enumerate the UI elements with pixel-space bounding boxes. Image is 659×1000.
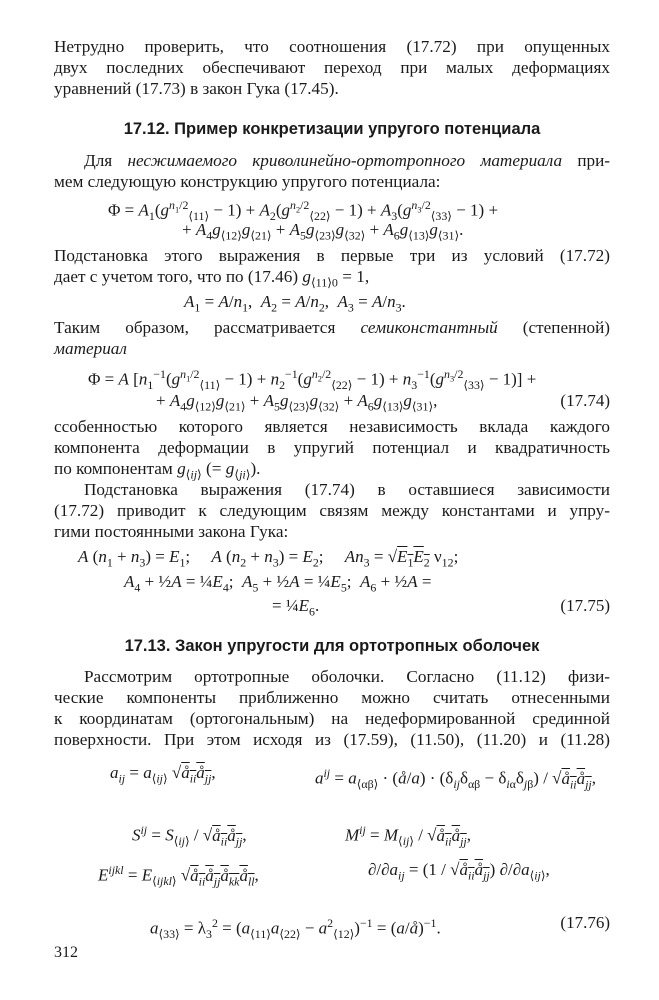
page-number: 312: [54, 944, 78, 961]
formula-17-76-d: $M^{ij} = M_{⟨ij⟩}$ / $√å_{ii}å_{jj}$,: [345, 823, 471, 849]
formula-17-74-line2: + $A_4g_{⟨12⟩}g_{⟨21⟩} + A_5g_{⟨23⟩}g_{⟨32⟩} + A_6g_{⟨13⟩}g_{⟨31⟩}$,: [156, 391, 438, 414]
text-line: (17.72) приводит к следующим связям между константами и упру-: [54, 501, 610, 520]
equation-number: (17.75): [560, 596, 610, 615]
formula-17-75-line1: A $(n_1 + n_3) = E_1$; A $(n_2 + n_3) = E_2$; $An_3 = √E_1E_2$ $\nu_{12}$;: [78, 547, 459, 570]
formula-constants: $A_1 = A/n_1$, $A_2 = A/n_2$, $A_3 = A/n_3$.: [184, 292, 406, 315]
text-line: по компонентам $g_{⟨ij⟩}$ (= $g_{⟨ji⟩}$).: [54, 459, 261, 482]
formula-potential-line2: + $A_4g_{⟨12⟩}g_{⟨21⟩} + A_5g_{⟨23⟩}g_{⟨32⟩} + A_6g_{⟨13⟩}g_{⟨31⟩}$.: [182, 220, 464, 243]
text-line: к координатам (ортогональным) на недеформированной срединной: [54, 709, 610, 728]
text-line: уравнений (17.73) в закон Гука (17.45).: [54, 79, 339, 98]
formula-17-76-e: $E^{ijkl} = E_{⟨ijkl⟩}$ $√å_{ii}å_{jj}å_{kk}å_{ll}$,: [98, 863, 259, 889]
text-line: материал: [54, 339, 127, 358]
section-heading: 17.12. Пример конкретизации упругого потенциала: [123, 120, 541, 138]
equation-number: (17.74): [560, 391, 610, 410]
equation-number: (17.76): [560, 913, 610, 932]
section-heading: 17.13. Закон упругости для ортотропных оболочек: [124, 637, 540, 655]
text-line: гими постоянными закона Гука:: [54, 522, 289, 541]
text-line: Подстановка выражения (17.74) в оставшиеся зависимости: [84, 480, 610, 499]
formula-17-76-a: $a_{ij} = a_{⟨ij⟩}$ $√å_{ii}å_{jj}$,: [110, 763, 216, 786]
text-line: компонента деформации в упругий потенциал и квадратичность: [54, 438, 610, 457]
text-line: Для несжимаемого криволинейно-ортотропного материала при-: [84, 151, 611, 170]
text-line: дает с учетом того, что по (17.46) $g_{⟨11⟩0} = 1$,: [54, 267, 370, 290]
formula-17-75-line2: $A_4$ + ½A = $\frac{1}{4}E_4$; $A_5$ + ½A = $\frac{1}{4}E_5$; $A_6$ + ½A =: [124, 572, 432, 595]
formula-17-76-b: $a^{ij} = a_{⟨\alpha\beta⟩}$ · (å/a) · $(\delta_{ij}\delta_{\alpha\beta} - \delta_{i\alpha}\delta_{j\beta})$ / $√å_{ii}å_{jj}$,: [315, 766, 596, 792]
formula-17-74-line1: Φ = A $[n_1^{-1}(g^{n_1/2}_{⟨11⟩} - 1) + n_2^{-1}(g^{n_2/2}_{⟨22⟩} - 1) + n_3^{-1}(g^{n_3/2}_{⟨33⟩} - 1)]$ +: [88, 367, 537, 393]
text-line: двух последних обеспечивают переход при малых деформациях: [54, 58, 610, 77]
formula-17-76-c: $S^{ij} = S_{⟨ij⟩}$ / $√å_{ii}å_{jj}$,: [132, 823, 247, 849]
formula-17-76-f: $\partial/\partial a_{ij} = (1$ / $√å_{ii}å_{jj}$) $\partial/\partial a_{⟨ij⟩}$,: [368, 860, 550, 883]
formula-17-75-line3: = $\frac{1}{4}E_6$.: [272, 596, 320, 619]
text-line: Подстановка этого выражения в первые три из условий (17.72): [54, 246, 610, 265]
text-line: мем следующую конструкцию упругого потенциала:: [54, 172, 441, 191]
text-line: Рассмотрим ортотропные оболочки. Согласно (11.12) физи-: [84, 667, 610, 686]
text-line: Нетрудно проверить, что соотношения (17.72) при опущенных: [54, 37, 610, 56]
text-line: поверхности. При этом исходя из (17.59), (11.50), (11.20) и (11.28): [54, 730, 610, 749]
text-line: Таким образом, рассматривается семиконстантный (степенной): [54, 318, 611, 337]
formula-17-76-g: $a_{⟨33⟩} = \lambda_3^2 = (a_{⟨11⟩}a_{⟨22⟩} - a^2_{⟨12⟩})^{-1}$ = (a/å)$^{-1}$.: [150, 916, 441, 942]
text-line: ссобенностью которого является независимость вклада каждого: [54, 417, 610, 436]
text-line: ческие компоненты приближенно можно считать отнесенными: [54, 688, 610, 707]
formula-potential-line1: $\Phi = A_1(g^{n_1/2}_{⟨11⟩} - 1) + A_2(g^{n_2/2}_{⟨22⟩} - 1) + A_3(g^{n_3/2}_{⟨33⟩} - 1)$ +: [108, 198, 499, 224]
